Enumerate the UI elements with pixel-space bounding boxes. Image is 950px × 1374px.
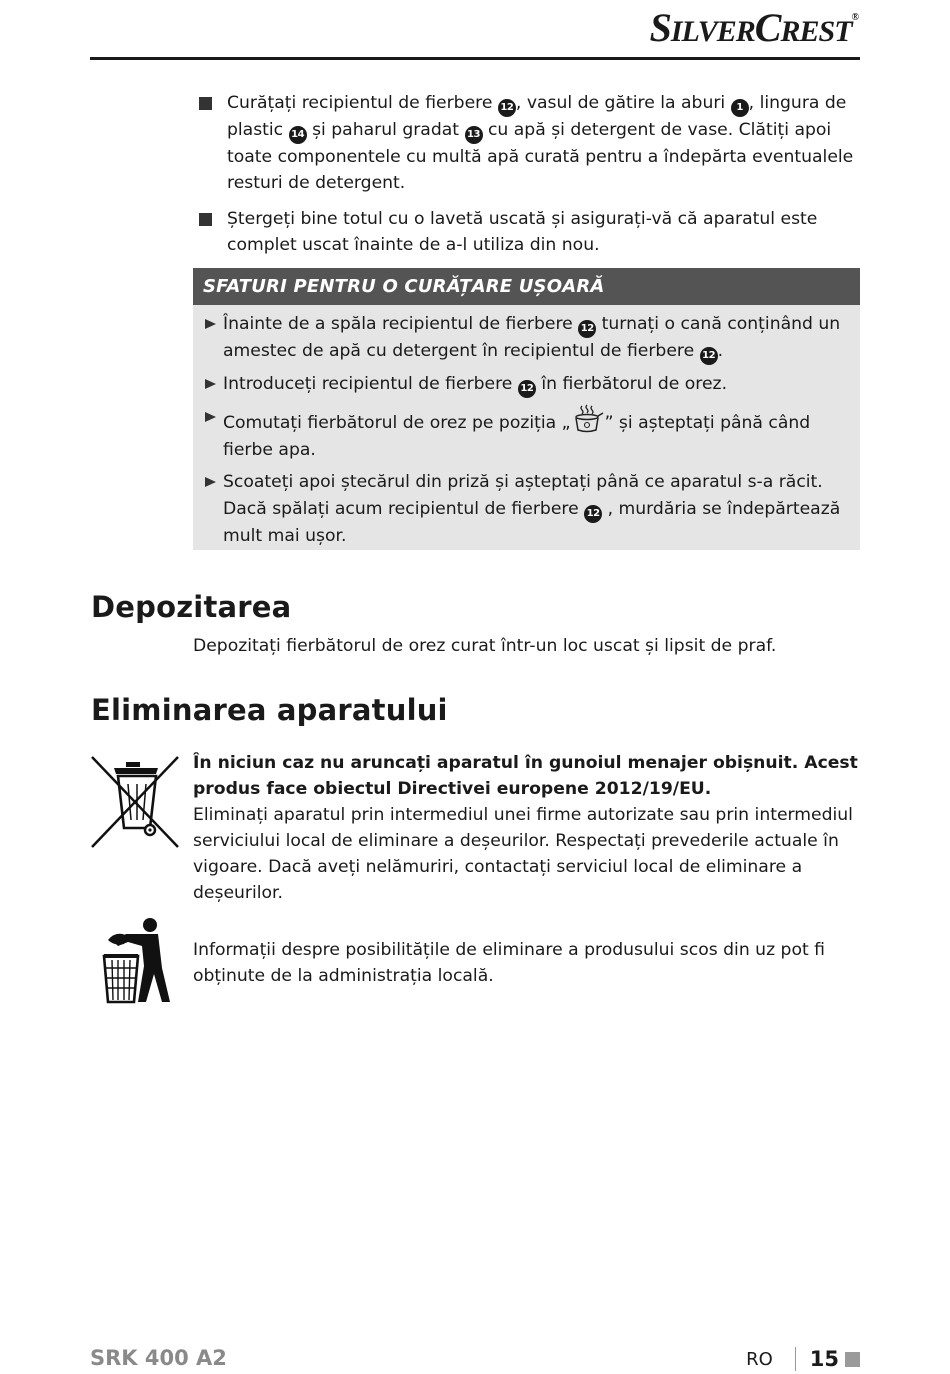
page-number: 15 bbox=[809, 1347, 839, 1371]
square-bullet-icon bbox=[199, 213, 212, 226]
tip-item: Comutați fierbătorul de orez pe poziția „ ” și așteptați până când fierbe apa. bbox=[203, 404, 850, 463]
square-bullet-icon bbox=[199, 97, 212, 110]
brand-logo: SILVERCREST® bbox=[649, 5, 858, 50]
part-number-badge: 12 bbox=[578, 320, 596, 338]
part-number-badge: 12 bbox=[518, 380, 536, 398]
arrow-bullet-icon bbox=[205, 477, 216, 487]
header-rule bbox=[90, 57, 860, 60]
disposal-heading: Eliminarea aparatului bbox=[91, 693, 448, 727]
part-number-badge: 1 bbox=[731, 99, 749, 117]
storage-heading: Depozitarea bbox=[91, 590, 292, 624]
footer-language: RO bbox=[746, 1348, 773, 1370]
disposal-text-block bbox=[193, 750, 858, 906]
footer-model: SRK 400 A2 bbox=[90, 1346, 227, 1370]
tip-item: Scoateți apoi ștecărul din priză și așteptați până ce aparatul s-a răcit. Dacă spălați acum recipientul de fierbere 12 , murdăria se îndepărtează mult mai ușor. bbox=[203, 469, 850, 549]
footer-square-icon bbox=[845, 1352, 860, 1367]
part-number-badge: 13 bbox=[465, 126, 483, 144]
crossed-out-wheelie-bin-icon bbox=[90, 754, 182, 854]
part-number-badge: 12 bbox=[498, 99, 516, 117]
cleaning-steps bbox=[199, 90, 864, 268]
footer-divider bbox=[795, 1347, 796, 1371]
tidyman-bin-icon bbox=[100, 916, 172, 1010]
arrow-bullet-icon bbox=[205, 319, 216, 329]
arrow-bullet-icon bbox=[205, 412, 216, 422]
steam-pot-symbol-icon bbox=[571, 404, 605, 434]
part-number-badge: 12 bbox=[700, 347, 718, 365]
cleaning-step: Curățați recipientul de fierbere 12 , vasul de gătire la aburi 1 , lingura de plastic 14 și paharul gradat 13 cu apă și detergent de vase. Clătiți apoi toate componentele cu multă apă curată pentru a îndepărta eventualele resturi de detergent. bbox=[199, 90, 864, 196]
tips-box bbox=[193, 268, 860, 550]
disposal-instructions: Eliminați aparatul prin intermediul unei firme autorizate sau prin intermediul serviciului local de eliminare a deșeurilor. Respectați prevederile actuale în vigoare. Dacă aveți nelămuriri, contactați serviciul local de eliminare a deșeurilor. bbox=[193, 805, 853, 903]
tip-item: Înainte de a spăla recipientul de fierbere 12 turnați o cană conținând un amestec de apă cu detergent în recipientul de fierbere 12 . bbox=[203, 311, 850, 365]
tip-item: Introduceți recipientul de fierbere 12 în fierbătorul de orez. bbox=[203, 371, 850, 398]
part-number-badge: 14 bbox=[289, 126, 307, 144]
storage-text: Depozitați fierbătorul de orez curat într-un loc uscat și lipsit de praf. bbox=[193, 636, 777, 656]
footer-pagination bbox=[746, 1347, 860, 1371]
tips-heading: SFATURI PENTRU O CURĂȚARE UȘOARĂ bbox=[193, 268, 860, 305]
part-number-badge: 12 bbox=[584, 505, 602, 523]
arrow-bullet-icon bbox=[205, 379, 216, 389]
disposal-warning: În niciun caz nu aruncați aparatul în gunoiul menajer obișnuit. Acest produs face obiectul Directivei europene 2012/19/EU. bbox=[193, 753, 858, 799]
cleaning-step: Ștergeți bine totul cu o lavetă uscată și asigurați-vă că aparatul este complet uscat înainte de a-l utiliza din nou. bbox=[199, 206, 864, 258]
disposal-info-text: Informații despre posibilitățile de eliminare a produsului scos din uz pot fi obținute de la administrația locală. bbox=[193, 940, 826, 986]
